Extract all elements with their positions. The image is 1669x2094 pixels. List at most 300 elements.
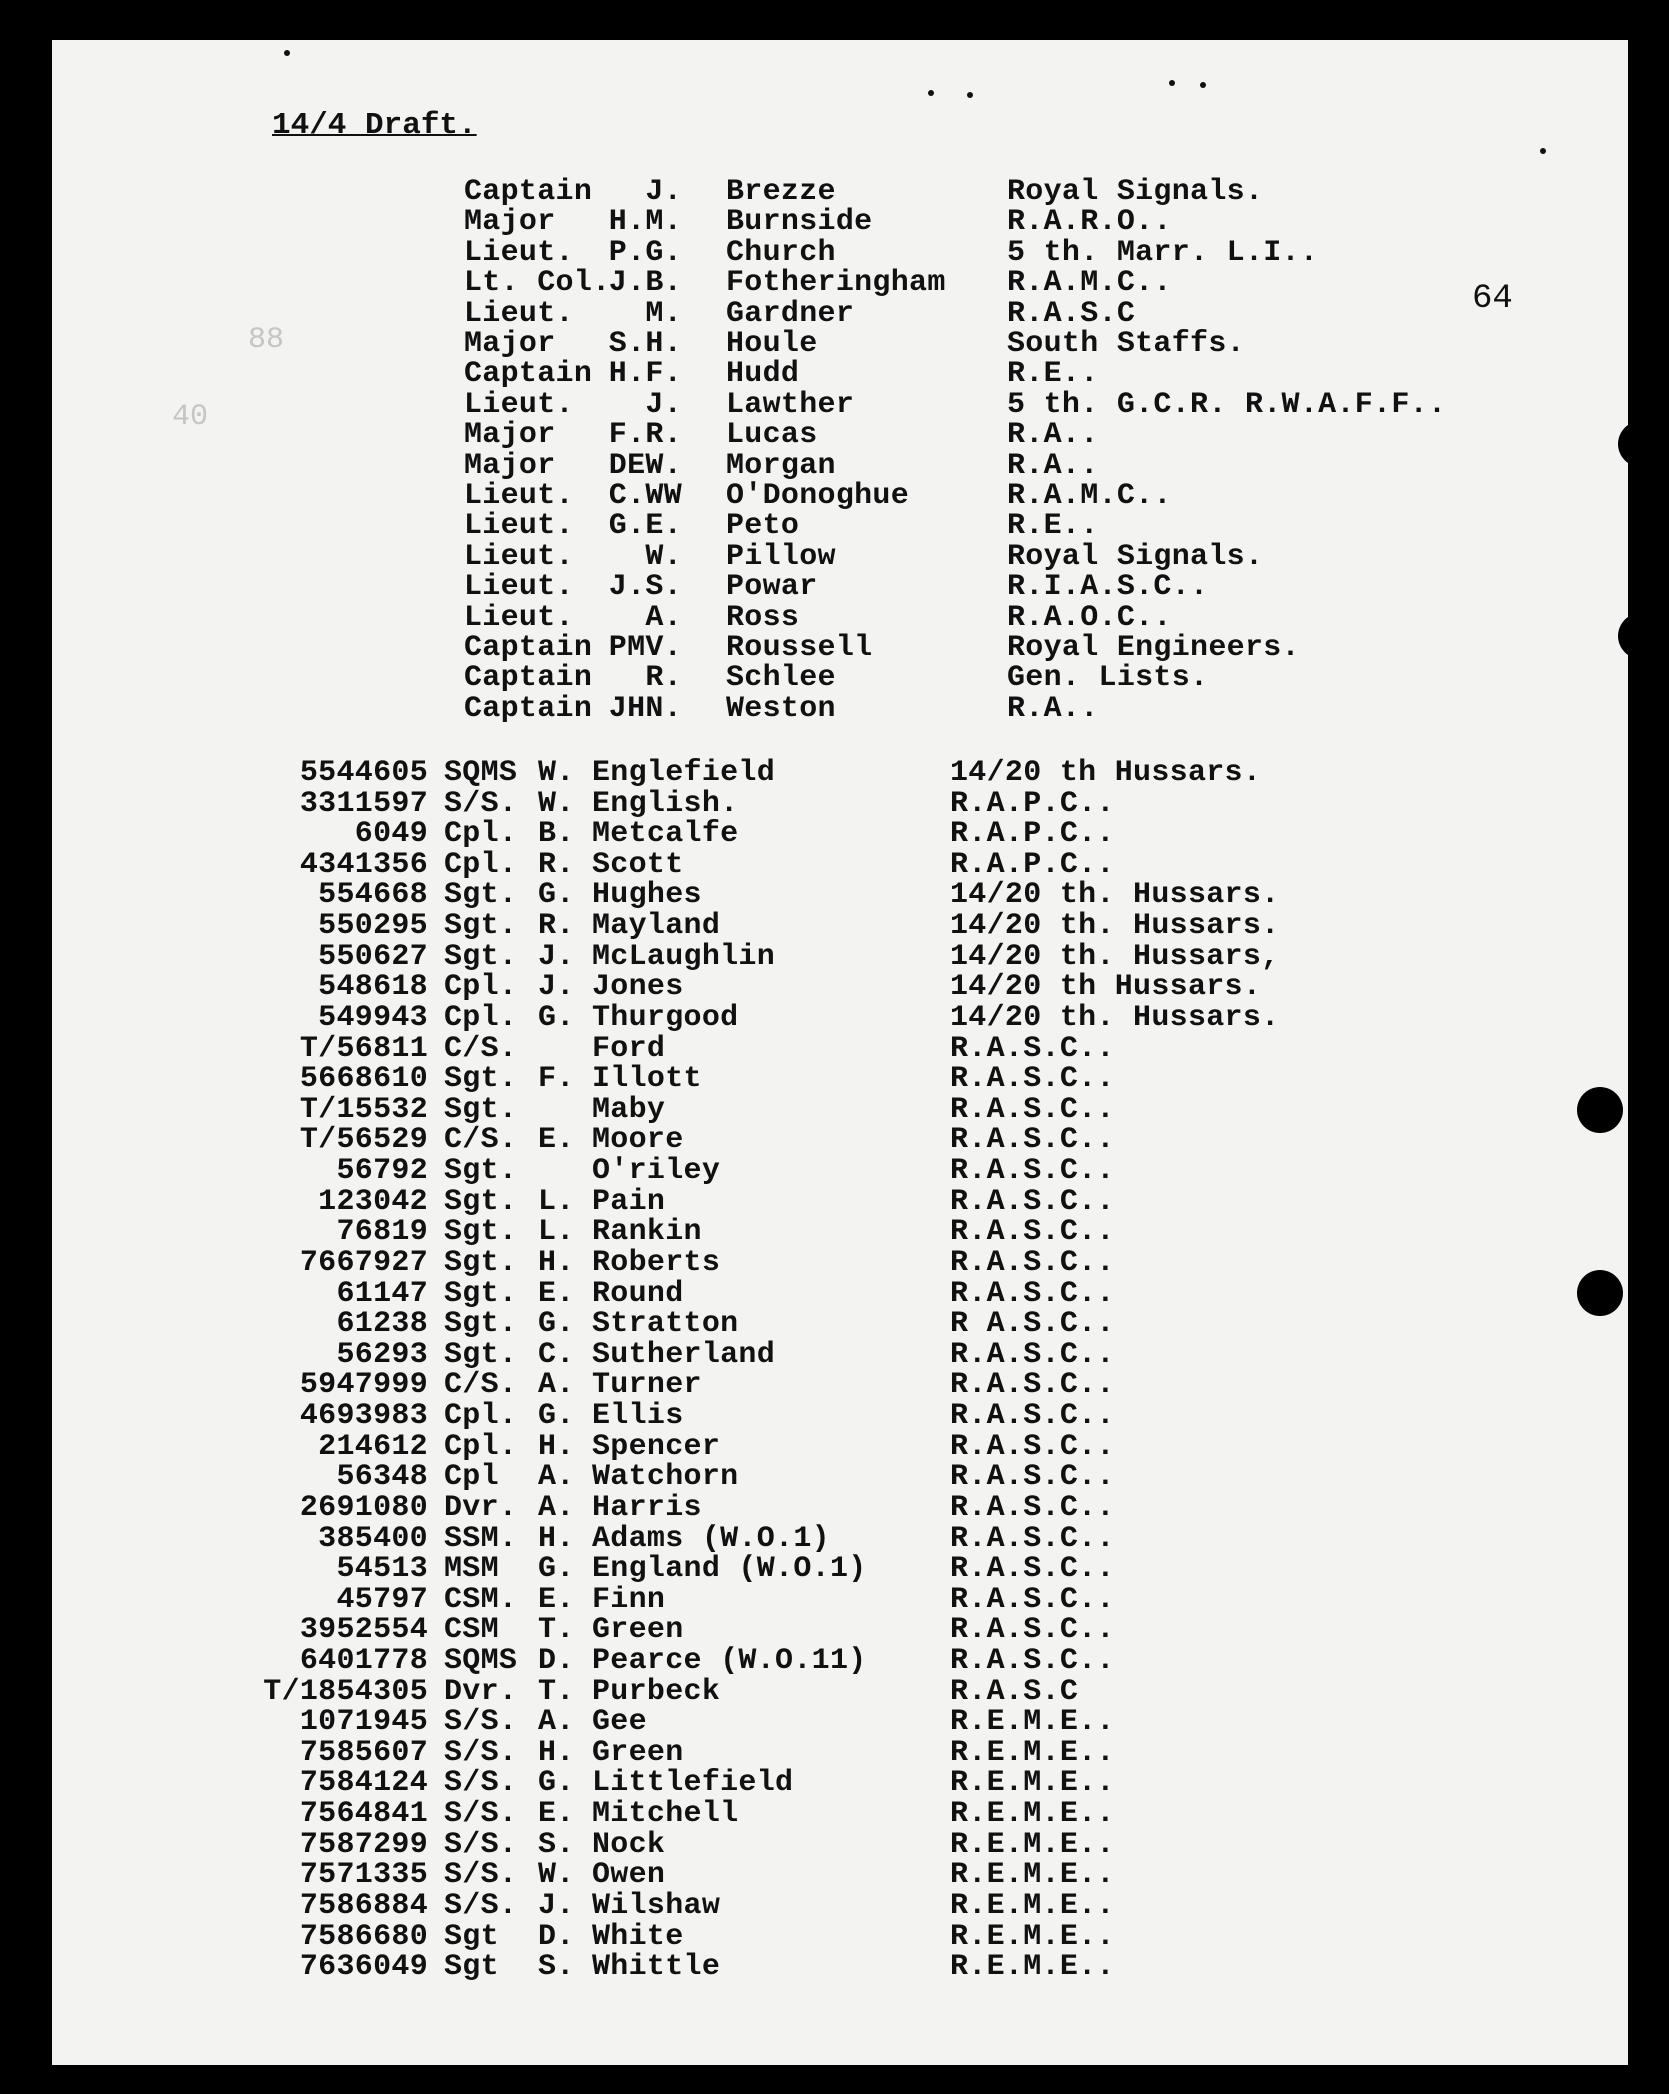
soldier-surname: Pearce (W.O.11) [592, 1644, 867, 1678]
soldier-row [52, 1493, 1552, 1523]
soldier-surname: Jones [592, 970, 684, 1004]
soldier-surname: Purbeck [592, 1675, 721, 1709]
soldier-surname: Englefield [592, 756, 776, 790]
draft-title: 14/4 Draft. [272, 108, 477, 143]
service-number: 7585607 [299, 1736, 428, 1770]
officer-initials: J. [645, 175, 682, 209]
officer-unit: R.E.. [1007, 357, 1099, 391]
soldier-rank: Cpl. [444, 848, 518, 882]
soldier-rank: S/S. [444, 1828, 518, 1862]
soldier-unit: R.A.S.C.. [950, 1185, 1115, 1219]
service-number: 385400 [318, 1522, 428, 1556]
soldier-row [52, 1217, 1552, 1247]
officer-unit: 5 th. Marr. L.I.. [1007, 236, 1319, 270]
soldier-rank: C/S. [444, 1368, 518, 1402]
service-number: 56348 [336, 1460, 428, 1494]
service-number: 5668610 [299, 1062, 428, 1096]
soldier-initial: G. [538, 1399, 575, 1433]
ink-speck [967, 92, 973, 98]
soldier-rank: CSM. [444, 1583, 518, 1617]
service-number: 54513 [336, 1552, 428, 1586]
service-number: 1071945 [299, 1705, 428, 1739]
service-number: 45797 [336, 1583, 428, 1617]
service-number: 2691080 [299, 1491, 428, 1525]
officer-rank: Captain [464, 692, 593, 726]
officer-unit: R.A.. [1007, 692, 1099, 726]
soldier-surname: Roberts [592, 1246, 721, 1280]
soldier-row [52, 1554, 1552, 1584]
soldier-row [52, 789, 1552, 819]
soldier-initial: E. [538, 1123, 575, 1157]
soldier-unit: 14/20 th Hussars. [950, 970, 1262, 1004]
officer-rank: Major [464, 418, 556, 452]
service-number: 548618 [318, 970, 428, 1004]
service-number: 7571335 [299, 1858, 428, 1892]
faint-mark: 88 [248, 323, 285, 357]
ink-speck [284, 50, 290, 56]
soldier-unit: R.A.S.C.. [950, 1338, 1115, 1372]
soldier-unit: R.E.M.E.. [950, 1736, 1115, 1770]
officer-surname: Fotheringham [726, 266, 946, 300]
officer-rank: Lieut. [464, 388, 574, 422]
soldier-row [52, 819, 1552, 849]
soldier-rank: S/S. [444, 1858, 518, 1892]
officer-unit: R.A.M.C.. [1007, 266, 1172, 300]
service-number: 3952554 [299, 1613, 428, 1647]
officer-unit: R.E.. [1007, 509, 1099, 543]
soldier-rank: Sgt. [444, 878, 518, 912]
soldier-surname: Harris [592, 1491, 702, 1525]
soldier-surname: Stratton [592, 1307, 739, 1341]
soldier-unit: R.A.P.C.. [950, 848, 1115, 882]
soldier-rank: SSM. [444, 1522, 518, 1556]
soldier-row [52, 1922, 1552, 1952]
soldier-unit: R A.S.C.. [950, 1307, 1115, 1341]
soldier-surname: Mayland [592, 909, 721, 943]
officer-surname: Lawther [726, 388, 855, 422]
service-number: 56792 [336, 1154, 428, 1188]
officer-surname: Hudd [726, 357, 800, 391]
service-number: 123042 [318, 1185, 428, 1219]
soldier-row [52, 1187, 1552, 1217]
officer-row [52, 542, 1552, 572]
soldier-initial: F. [538, 1062, 575, 1096]
soldier-unit: R.E.M.E.. [950, 1828, 1115, 1862]
soldier-unit: R.A.S.C.. [950, 1430, 1115, 1464]
soldier-surname: Spencer [592, 1430, 721, 1464]
officer-rank: Lieut. [464, 570, 574, 604]
soldier-row [52, 911, 1552, 941]
soldier-surname: Round [592, 1277, 684, 1311]
soldier-row [52, 1248, 1552, 1278]
soldier-surname: Owen [592, 1858, 666, 1892]
soldier-rank: Sgt. [444, 1093, 518, 1127]
soldier-initial: W. [538, 787, 575, 821]
service-number: 61238 [336, 1307, 428, 1341]
soldier-row [52, 1860, 1552, 1890]
soldier-unit: R.A.S.C.. [950, 1215, 1115, 1249]
soldier-initial: H. [538, 1522, 575, 1556]
soldier-unit: 14/20 th. Hussars, [950, 940, 1280, 974]
soldier-row [52, 1279, 1552, 1309]
soldier-row [52, 1646, 1552, 1676]
soldier-surname: McLaughlin [592, 940, 776, 974]
soldier-rank: Sgt. [444, 1307, 518, 1341]
soldier-initial: G. [538, 1001, 575, 1035]
officer-surname: O'Donoghue [726, 479, 910, 513]
officer-row [52, 268, 1552, 298]
soldier-unit: R.E.M.E.. [950, 1858, 1115, 1892]
soldier-surname: Finn [592, 1583, 666, 1617]
officer-row [52, 420, 1552, 450]
soldier-row [52, 1034, 1552, 1064]
officer-surname: Church [726, 236, 836, 270]
officer-unit: Royal Signals. [1007, 175, 1264, 209]
soldier-rank: Dvr. [444, 1675, 518, 1709]
officer-unit: Gen. Lists. [1007, 661, 1209, 695]
soldier-rank: Cpl. [444, 1430, 518, 1464]
officer-row [52, 451, 1552, 481]
faint-mark: 40 [172, 400, 209, 434]
officer-initials: S.H. [608, 327, 682, 361]
service-number: 4693983 [299, 1399, 428, 1433]
officer-row [52, 207, 1552, 237]
soldier-unit: R.A.S.C.. [950, 1644, 1115, 1678]
soldier-row [52, 850, 1552, 880]
soldier-initial: H. [538, 1736, 575, 1770]
soldier-unit: 14/20 th. Hussars. [950, 878, 1280, 912]
officer-initials: A. [645, 601, 682, 635]
officer-rank: Captain [464, 357, 593, 391]
soldier-surname: Whittle [592, 1950, 721, 1984]
officer-initials: H.F. [608, 357, 682, 391]
service-number: 550295 [318, 909, 428, 943]
officer-initials: F.R. [608, 418, 682, 452]
officer-initials: J.B. [608, 266, 682, 300]
soldier-row [52, 758, 1552, 788]
soldier-unit: R.A.S.C.. [950, 1093, 1115, 1127]
soldier-surname: Rankin [592, 1215, 702, 1249]
soldier-unit: R.A.S.C.. [950, 1062, 1115, 1096]
officer-row [52, 694, 1552, 724]
soldier-unit: R.A.S.C.. [950, 1277, 1115, 1311]
officer-row [52, 299, 1552, 329]
officer-initials: J. [645, 388, 682, 422]
soldier-rank: C/S. [444, 1123, 518, 1157]
soldier-initial: E. [538, 1797, 575, 1831]
soldier-unit: R.E.M.E.. [950, 1797, 1115, 1831]
soldier-rank: SQMS [444, 1644, 518, 1678]
soldier-row [52, 1095, 1552, 1125]
officer-surname: Weston [726, 692, 836, 726]
soldier-initial: H. [538, 1246, 575, 1280]
officer-rank: Major [464, 327, 556, 361]
soldier-row [52, 1830, 1552, 1860]
service-number: 7587299 [299, 1828, 428, 1862]
soldier-rank: Cpl. [444, 970, 518, 1004]
soldier-row [52, 1432, 1552, 1462]
ink-speck [1169, 80, 1175, 86]
officer-row [52, 177, 1552, 207]
soldier-unit: R.A.S.C.. [950, 1583, 1115, 1617]
officer-surname: Peto [726, 509, 800, 543]
soldier-rank: C/S. [444, 1032, 518, 1066]
soldier-initial: G. [538, 1552, 575, 1586]
soldier-unit: R.A.S.C.. [950, 1154, 1115, 1188]
officer-initials: JHN. [608, 692, 682, 726]
soldier-unit: R.E.M.E.. [950, 1950, 1115, 1984]
officer-row [52, 603, 1552, 633]
officer-rank: Lieut. [464, 479, 574, 513]
soldier-unit: R.E.M.E.. [950, 1889, 1115, 1923]
officer-surname: Ross [726, 601, 800, 635]
soldier-initial: R. [538, 848, 575, 882]
soldier-row [52, 1768, 1552, 1798]
soldier-surname: Ford [592, 1032, 666, 1066]
soldier-surname: Scott [592, 848, 684, 882]
soldier-unit: R.A.S.C.. [950, 1032, 1115, 1066]
soldier-rank: S/S. [444, 1736, 518, 1770]
officer-unit: R.A.. [1007, 418, 1099, 452]
officer-row [52, 359, 1552, 389]
soldier-surname: England (W.O.1) [592, 1552, 867, 1586]
soldier-initial: D. [538, 1644, 575, 1678]
officer-surname: Gardner [726, 297, 855, 331]
soldier-rank: Sgt. [444, 1215, 518, 1249]
soldier-unit: R.A.S.C.. [950, 1613, 1115, 1647]
soldier-row [52, 1677, 1552, 1707]
soldier-row [52, 1340, 1552, 1370]
ink-speck [928, 90, 934, 96]
soldier-row [52, 880, 1552, 910]
soldier-initial: A. [538, 1705, 575, 1739]
service-number: 7667927 [299, 1246, 428, 1280]
soldier-rank: S/S. [444, 1797, 518, 1831]
soldier-unit: 14/20 th. Hussars. [950, 909, 1280, 943]
soldier-rank: Sgt. [444, 940, 518, 974]
soldier-row [52, 1891, 1552, 1921]
soldier-unit: R.A.S.C.. [950, 1552, 1115, 1586]
soldier-surname: O'riley [592, 1154, 721, 1188]
officer-rank: Major [464, 449, 556, 483]
soldier-surname: Thurgood [592, 1001, 739, 1035]
soldier-row [52, 1524, 1552, 1554]
soldier-unit: R.A.P.C.. [950, 817, 1115, 851]
soldier-initial: E. [538, 1583, 575, 1617]
officer-rank: Captain [464, 631, 593, 665]
soldier-surname: Moore [592, 1123, 684, 1157]
officer-row [52, 633, 1552, 663]
soldier-unit: R.A.S.C.. [950, 1123, 1115, 1157]
soldier-initial: S. [538, 1950, 575, 1984]
soldier-surname: Ellis [592, 1399, 684, 1433]
soldier-surname: Sutherland [592, 1338, 776, 1372]
soldier-row [52, 1125, 1552, 1155]
soldier-surname: Gee [592, 1705, 647, 1739]
ink-speck [1540, 148, 1546, 154]
officer-initials: P.G. [608, 236, 682, 270]
officer-rank: Captain [464, 175, 593, 209]
service-number: 7636049 [299, 1950, 428, 1984]
officer-initials: G.E. [608, 509, 682, 543]
officer-surname: Burnside [726, 205, 873, 239]
service-number: T/1854305 [263, 1675, 428, 1709]
service-number: 7586884 [299, 1889, 428, 1923]
soldier-rank: Cpl [444, 1460, 499, 1494]
officer-initials: W. [645, 540, 682, 574]
service-number: 4341356 [299, 848, 428, 882]
soldier-rank: Sgt. [444, 1154, 518, 1188]
punch-hole [1618, 421, 1628, 467]
soldier-row [52, 1615, 1552, 1645]
soldier-unit: 14/20 th. Hussars. [950, 1001, 1280, 1035]
soldier-row [52, 1952, 1552, 1982]
officer-initials: R. [645, 661, 682, 695]
officer-unit: R.I.A.S.C.. [1007, 570, 1209, 604]
service-number: 6049 [354, 817, 428, 851]
officer-initials: J.S. [608, 570, 682, 604]
service-number: 6401778 [299, 1644, 428, 1678]
service-number: T/15532 [299, 1093, 428, 1127]
soldier-unit: R.A.S.C.. [950, 1246, 1115, 1280]
soldier-unit: R.A.S.C.. [950, 1522, 1115, 1556]
service-number: 5544605 [299, 756, 428, 790]
punch-hole [1577, 1087, 1623, 1133]
soldier-surname: Green [592, 1613, 684, 1647]
soldier-initial: C. [538, 1338, 575, 1372]
soldier-surname: Green [592, 1736, 684, 1770]
officer-initials: DEW. [608, 449, 682, 483]
soldier-initial: L. [538, 1185, 575, 1219]
soldier-initial: W. [538, 756, 575, 790]
officer-rank: Lieut. [464, 509, 574, 543]
soldier-initial: T. [538, 1675, 575, 1709]
officer-row [52, 511, 1552, 541]
soldier-surname: Metcalfe [592, 817, 739, 851]
soldier-row [52, 1462, 1552, 1492]
soldier-rank: Sgt. [444, 1338, 518, 1372]
service-number: 3311597 [299, 787, 428, 821]
service-number: 7564841 [299, 1797, 428, 1831]
officer-unit: Royal Signals. [1007, 540, 1264, 574]
officer-row [52, 238, 1552, 268]
soldier-rank: S/S. [444, 787, 518, 821]
soldier-rank: Sgt [444, 1920, 499, 1954]
soldier-unit: R.A.S.C.. [950, 1368, 1115, 1402]
officer-initials: H.M. [608, 205, 682, 239]
officer-rank: Lieut. [464, 540, 574, 574]
officer-unit: R.A.R.O.. [1007, 205, 1172, 239]
service-number: 56293 [336, 1338, 428, 1372]
soldier-row [52, 1585, 1552, 1615]
soldier-rank: Cpl. [444, 1399, 518, 1433]
soldier-surname: Mitchell [592, 1797, 739, 1831]
soldier-initial: A. [538, 1460, 575, 1494]
officer-row [52, 481, 1552, 511]
soldier-rank: Sgt. [444, 1246, 518, 1280]
soldier-unit: R.A.S.C.. [950, 1460, 1115, 1494]
soldier-row [52, 1799, 1552, 1829]
soldier-row [52, 1401, 1552, 1431]
soldier-surname: Turner [592, 1368, 702, 1402]
service-number: 7584124 [299, 1766, 428, 1800]
soldier-initial: W. [538, 1858, 575, 1892]
soldier-initial: A. [538, 1491, 575, 1525]
soldier-initial: A. [538, 1368, 575, 1402]
soldier-surname: White [592, 1920, 684, 1954]
service-number: 214612 [318, 1430, 428, 1464]
soldier-rank: Sgt. [444, 909, 518, 943]
soldier-initial: J. [538, 1889, 575, 1923]
service-number: 61147 [336, 1277, 428, 1311]
service-number: 7586680 [299, 1920, 428, 1954]
soldier-initial: T. [538, 1613, 575, 1647]
soldier-surname: Hughes [592, 878, 702, 912]
officer-rank: Lieut. [464, 236, 574, 270]
soldier-rank: MSM [444, 1552, 499, 1586]
officer-surname: Powar [726, 570, 818, 604]
soldier-rank: Cpl. [444, 1001, 518, 1035]
soldier-initial: D. [538, 1920, 575, 1954]
officer-rank: Major [464, 205, 556, 239]
officer-unit: R.A.M.C.. [1007, 479, 1172, 513]
soldier-surname: Littlefield [592, 1766, 794, 1800]
document-page [52, 40, 1628, 2065]
soldier-rank: SQMS [444, 756, 518, 790]
officer-row [52, 663, 1552, 693]
soldier-unit: R.E.M.E.. [950, 1766, 1115, 1800]
page-number: 64 [1472, 280, 1513, 318]
officer-unit: 5 th. G.C.R. R.W.A.F.F.. [1007, 388, 1447, 422]
officer-surname: Lucas [726, 418, 818, 452]
soldier-initial: R. [538, 909, 575, 943]
soldier-rank: Sgt. [444, 1185, 518, 1219]
service-number: 5947999 [299, 1368, 428, 1402]
soldier-initial: H. [538, 1430, 575, 1464]
soldier-surname: Illott [592, 1062, 702, 1096]
soldier-surname: Pain [592, 1185, 666, 1219]
officer-initials: PMV. [608, 631, 682, 665]
soldier-row [52, 1156, 1552, 1186]
officer-initials: M. [645, 297, 682, 331]
soldier-unit: R.A.S.C [950, 1675, 1079, 1709]
soldier-unit: R.A.S.C.. [950, 1399, 1115, 1433]
soldier-rank: Sgt. [444, 1062, 518, 1096]
soldier-initial: E. [538, 1277, 575, 1311]
officer-surname: Brezze [726, 175, 836, 209]
soldier-rank: Sgt [444, 1950, 499, 1984]
soldier-rank: S/S. [444, 1705, 518, 1739]
soldier-row [52, 1738, 1552, 1768]
soldier-surname: Wilshaw [592, 1889, 721, 1923]
officer-rank: Lieut. [464, 297, 574, 331]
officer-rank: Lieut. [464, 601, 574, 635]
soldier-surname: Maby [592, 1093, 666, 1127]
soldier-rank: CSM [444, 1613, 499, 1647]
service-number: 76819 [336, 1215, 428, 1249]
soldier-unit: R.A.S.C.. [950, 1491, 1115, 1525]
soldier-unit: R.E.M.E.. [950, 1920, 1115, 1954]
soldier-initial: J. [538, 940, 575, 974]
soldier-unit: R.A.P.C.. [950, 787, 1115, 821]
ink-speck [1200, 82, 1206, 88]
officer-unit: R.A.S.C [1007, 297, 1136, 331]
officer-row [52, 329, 1552, 359]
service-number: T/56529 [299, 1123, 428, 1157]
soldier-surname: Nock [592, 1828, 666, 1862]
officer-unit: R.A.. [1007, 449, 1099, 483]
punch-hole [1577, 1270, 1623, 1316]
